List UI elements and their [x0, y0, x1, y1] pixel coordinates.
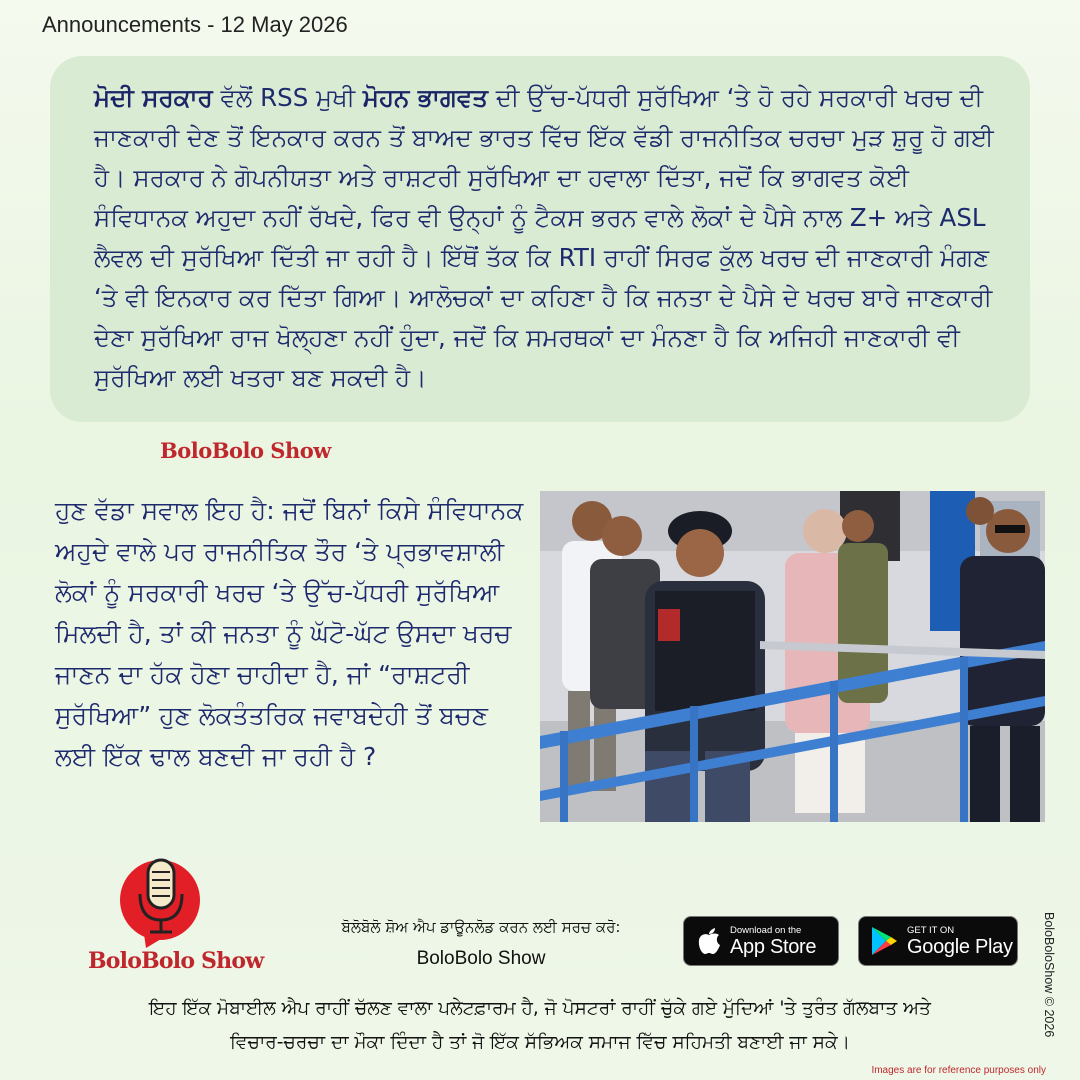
- announcement-card: [50, 56, 1030, 422]
- app-store-button[interactable]: [683, 916, 839, 966]
- google-play-button[interactable]: [858, 916, 1018, 966]
- announcement-text-part-1: ਵੱਲੋਂ RSS ਮੁਖੀ: [212, 83, 363, 112]
- announcement-bold-government: ਮੋਦੀ ਸਰਕਾਰ: [94, 83, 213, 112]
- app-store-label: App Store: [730, 935, 817, 958]
- brand-logo-text: BoloBolo Show: [88, 948, 264, 974]
- platform-description: [40, 992, 1040, 1060]
- announcement-text-part-2: ਦੀ ਉੱਚ-ਪੱਧਰੀ ਸੁਰੱਖਿਆ ‘ਤੇ ਹੋ ਰਹੇ ਸਰਕਾਰੀ ਖਰਚ ਦੀ ਜਾਣਕਾਰੀ ਦੇਣ ਤੋਂ ਇਨਕਾਰ ਕਰਨ ਤੋਂ ਬਾਅਦ ਭਾਰਤ ਵਿੱਚ ਇੱਕ ਵੱਡੀ ਰਾਜਨੀਤਿਕ ਚਰਚਾ ਮੁੜ ਸ਼ੁਰੂ ਹੋ ਗਈ ਹੈ। ਸਰਕਾਰ ਨੇ ਗੋਪਨੀਯਤਾ ਅਤੇ ਰਾਸ਼ਟਰੀ ਸੁਰੱਖਿਆ ਦਾ ਹਵਾਲਾ ਦਿੱਤਾ, ਜਦੋਂ ਕਿ ਭਾਗਵਤ ਕੋਈ ਸੰਵਿਧਾਨਕ ਅਹੁਦਾ ਨਹੀਂ ਰੱਖਦੇ, ਫਿਰ ਵੀ ਉਨ੍ਹਾਂ ਨੂੰ ਟੈਕਸ ਭਰਨ ਵਾਲੇ ਲੋਕਾਂ ਦੇ ਪੈਸੇ ਨਾਲ Z+ ਅਤੇ ASL ਲੈਵਲ ਦੀ ਸੁਰੱਖਿਆ ਦਿੱਤੀ ਜਾ ਰਹੀ ਹੈ। ਇੱਥੋਂ ਤੱਕ ਕਿ RTI ਰਾਹੀਂ ਸਿਰਫ ਕੁੱਲ ਖਰਚ ਦੀ ਜਾਣਕਾਰੀ ਮੰਗਣ ‘ਤੇ ਵੀ ਇਨਕਾਰ ਕਰ ਦਿੱਤਾ ਗਿਆ। ਆਲੋਚਕਾਂ ਦਾ ਕਹਿਣਾ ਹੈ ਕਿ ਜਨਤਾ ਦੇ ਪੈਸੇ ਦੇ ਖਰਚ ਬਾਰੇ ਜਾਣਕਾਰੀ ਦੇਣਾ ਸੁਰੱਖਿਆ ਰਾਜ ਖੋਲ੍ਹਣਾ ਨਹੀਂ ਹੁੰਦਾ, ਜਦੋਂ ਕਿ ਸਮਰਥਕਾਂ ਦਾ ਮੰਨਣਾ ਹੈ ਕਿ ਅਜਿਹੀ ਜਾਣਕਾਰੀ ਵੀ ਸੁਰੱਖਿਆ ਲਈ ਖਤਰਾ ਬਣ ਸਕਦੀ ਹੈ।: [94, 83, 994, 392]
- question-text: ਹੁਣ ਵੱਡਾ ਸਵਾਲ ਇਹ ਹੈ: ਜਦੋਂ ਬਿਨਾਂ ਕਿਸੇ ਸੰਵਿਧਾਨਕ ਅਹੁਦੇ ਵਾਲੇ ਪਰ ਰਾਜਨੀਤਿਕ ਤੌਰ ‘ਤੇ ਪ੍ਰਭਾਵਸ਼ਾਲੀ ਲੋਕਾਂ ਨੂੰ ਸਰਕਾਰੀ ਖਰਚ ‘ਤੇ ਉੱਚ-ਪੱਧਰੀ ਸੁਰੱਖਿਆ ਮਿਲਦੀ ਹੈ, ਤਾਂ ਕੀ ਜਨਤਾ ਨੂੰ ਘੱਟੋ-ਘੱਟ ਉਸਦਾ ਖਰਚ ਜਾਣਨ ਦਾ ਹੱਕ ਹੋਣਾ ਚਾਹੀਦਾ ਹੈ, ਜਾਂ “ਰਾਸ਼ਟਰੀ ਸੁਰੱਖਿਆ” ਹੁਣ ਲੋਕਤੰਤਰਿਕ ਜਵਾਬਦੇਹੀ ਤੋਂ ਬਚਣ ਲਈ ਇੱਕ ਢਾਲ ਬਣਦੀ ਜਾ ਰਹੀ ਹੈ ?: [55, 496, 524, 771]
- reference-disclaimer: Images are for reference purposes only: [871, 1065, 1046, 1076]
- apple-icon: [696, 926, 722, 956]
- search-instruction: ਬੋਲੋਬੋਲੋ ਸ਼ੋਅ ਐਪ ਡਾਊਨਲੋਡ ਕਰਨ ਲਈ ਸਰਚ ਕਰੋ:: [341, 918, 621, 936]
- google-play-icon: [869, 925, 899, 957]
- news-photo: [540, 491, 1045, 822]
- security-personnel-photo: [540, 491, 1045, 822]
- header-date: Announcements - 12 May 2026: [42, 12, 348, 37]
- podcast-microphone-icon: [88, 852, 253, 952]
- google-play-label: Google Play: [907, 935, 1013, 958]
- brand-watermark: BoloBolo Show: [160, 438, 331, 463]
- search-app-name: BoloBolo Show: [416, 948, 546, 969]
- announcement-text: [94, 78, 1002, 398]
- google-play-small-label: GET IT ON: [907, 924, 955, 936]
- platform-description-line-1: ਇਹ ਇੱਕ ਮੋਬਾਈਲ ਐਪ ਰਾਹੀਂ ਚੱਲਣ ਵਾਲਾ ਪਲੇਟਫ਼ਾਰਮ ਹੈ, ਜੋ ਪੋਸਟਰਾਂ ਰਾਹੀਂ ਚੁੱਕੇ ਗਏ ਮੁੱਦਿਆਂ 'ਤੇ ਤੁਰੰਤ ਗੱਲਬਾਤ ਅਤੇ: [149, 998, 931, 1019]
- announcement-bold-bhagwat: ਮੋਹਨ ਭਾਗਵਤ: [362, 83, 488, 112]
- copyright-vertical: BoloBoloShow © 2026: [1042, 912, 1056, 1038]
- app-store-small-label: Download on the: [730, 924, 802, 936]
- platform-description-line-2: ਵਿਚਾਰ-ਚਰਚਾ ਦਾ ਮੌਕਾ ਦਿੰਦਾ ਹੈ ਤਾਂ ਜੋ ਇੱਕ ਸੱਭਿਅਕ ਸਮਾਜ ਵਿੱਚ ਸਹਿਮਤੀ ਬਣਾਈ ਜਾ ਸਕੇ।: [229, 1032, 851, 1053]
